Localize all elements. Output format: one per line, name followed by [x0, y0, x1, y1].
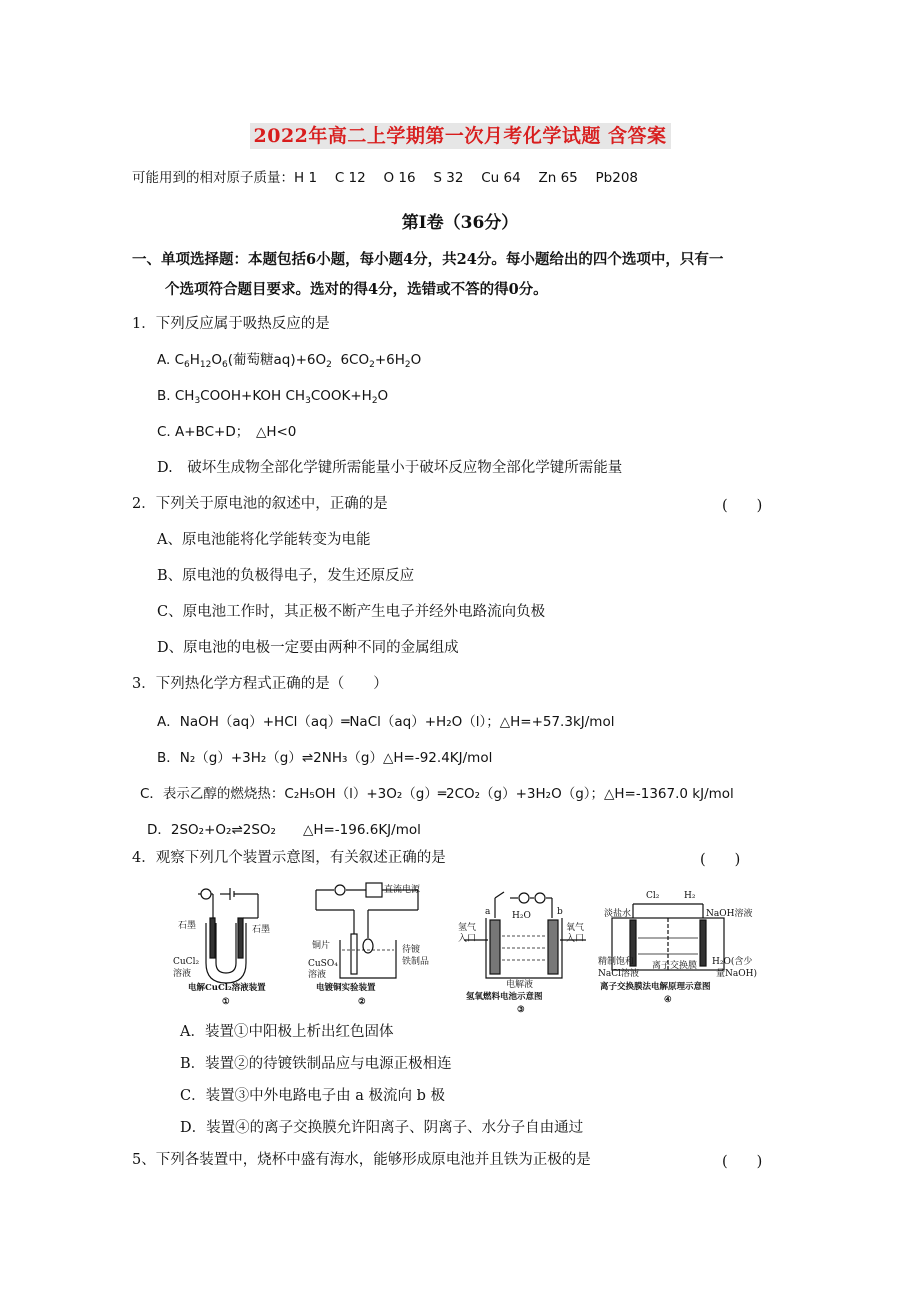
ammeter-icon-3: [519, 893, 529, 903]
q4-option-d: D．装置④的离子交换膜允许阳离子、阴离子、水分子自由通过: [180, 1120, 584, 1136]
q1-a-glucose: (葡萄糖aq)+6O: [227, 352, 327, 368]
q4-answer-paren: ( ): [700, 852, 741, 868]
q2-option-d: D、原电池的电极一定要由两种不同的金属组成: [157, 640, 459, 656]
exam-title: [0, 121, 920, 148]
ammeter-icon-2: [335, 885, 345, 895]
d3-o2-in1: 氧气: [566, 923, 585, 933]
d1-solution: 溶液: [173, 969, 192, 979]
d3-o2-in2: 入口: [566, 934, 585, 944]
device-1: [198, 888, 258, 983]
d4-water-a: H₂O(含少: [712, 957, 753, 967]
lamp-icon: [535, 893, 545, 903]
q1-a-products: 6CO: [340, 352, 370, 368]
d3-b: b: [557, 907, 563, 917]
q1-a-o: O: [410, 352, 422, 368]
d4-sat2: NaCl溶液: [598, 969, 640, 979]
q3-option-a: A．NaOH（aq）+HCl（aq）═NaCl（aq）+H₂O（l）；△H=+57.3kJ/mol: [157, 714, 615, 730]
d4-number: ④: [664, 995, 672, 1005]
q2-option-a: A、原电池能将化学能转变为电能: [157, 532, 371, 548]
d1-graphite-right: 石墨: [252, 925, 271, 935]
d2-copper: 铜片: [312, 941, 331, 951]
d2-to-plate2: 铁制品: [402, 957, 430, 967]
d3-caption: 氢氧燃料电池示意图: [466, 992, 543, 1002]
q1-b-text3: COOK+H: [310, 388, 372, 404]
q1-a-label: A.: [157, 352, 171, 368]
q1-option-d: D. 破坏生成物全部化学键所需能量小于破坏反应物全部化学键所需能量: [157, 460, 623, 476]
d2-dc-power: 直流电源: [384, 885, 421, 895]
d2-number: ②: [358, 997, 366, 1007]
d4-sat1: 精制饱和: [598, 957, 635, 967]
q3-option-b: B．N₂（g）+3H₂（g）⇌2NH₃（g）△H=-92.4KJ/mol: [157, 750, 493, 766]
d2-solution: 溶液: [308, 970, 327, 980]
d2-caption: 电镀铜实验装置: [316, 983, 376, 993]
q1-option-c: C. A+BC+D； △H<0: [157, 424, 297, 440]
d3-h2-in1: 氢气: [458, 923, 477, 933]
q1-b-text4: O: [377, 388, 389, 404]
d4-cl2: Cl₂: [646, 891, 660, 901]
q3-option-c: C．表示乙醇的燃烧热：C₂H₅OH（l）+3O₂（g）═2CO₂（g）+3H₂O（g）；△H=-1367.0 kJ/mol: [140, 786, 734, 802]
d3-h2-in2: 入口: [458, 934, 477, 944]
q3-stem: 3．下列热化学方程式正确的是（ ）: [132, 676, 388, 692]
q5-stem: 5、下列各装置中，烧杯中盛有海水，能够形成原电池并且铁为正极的是: [132, 1152, 591, 1168]
q5-answer-paren: ( ): [722, 1154, 763, 1170]
q4-apparatus-figure: [168, 878, 768, 1020]
d1-number: ①: [222, 997, 230, 1007]
d4-water-b: 量NaOH): [716, 969, 757, 979]
d4-naoh: NaOH溶液: [706, 909, 753, 919]
d3-electrolyte: 电解液: [506, 980, 534, 990]
ammeter-icon: [201, 889, 211, 899]
q1-b-text1: CH: [174, 388, 195, 404]
d1-cucl2: CuCl₂: [173, 957, 200, 967]
section-title: 第Ⅰ卷（36分）: [401, 213, 519, 233]
q2-option-c: C、原电池工作时，其正极不断产生电子并经外电路流向负极: [157, 604, 546, 620]
d4-h2: H₂: [684, 891, 696, 901]
d1-graphite-left: 石墨: [178, 921, 197, 931]
d2-to-plate1: 待镀: [402, 945, 421, 955]
q2-option-b: B、原电池的负极得电子，发生还原反应: [157, 568, 415, 584]
q1-b-text2: COOH+KOH CH: [200, 388, 306, 404]
q1-a-water: +6H: [374, 352, 405, 368]
d4-caption: 离子交换膜法电解原理示意图: [600, 982, 711, 992]
q3-option-d: D．2SO₂+O₂⇌2SO₂ △H=-196.6KJ/mol: [147, 822, 421, 838]
q1-option-a: A. $C_6H_{12}O_6$(葡萄糖$aq)+6O_2$ $6CO_2+6H_2O$: [157, 352, 422, 370]
instructions-line1: 一、单项选择题：本题包括6小题，每小题4分，共24分。每小题给出的四个选项中，只有一: [132, 251, 724, 268]
d3-water: H₂O: [512, 911, 531, 921]
q4-option-b: B．装置②的待镀铁制品应与电源正极相连: [180, 1056, 452, 1072]
q4-option-a: A．装置①中阳极上析出红色固体: [180, 1024, 394, 1040]
q4-stem: 4．观察下列几个装置示意图，有关叙述正确的是: [132, 850, 446, 866]
d2-cuso4: CuSO₄: [308, 959, 338, 969]
title-text: 2022年高二上学期第一次月考化学试题 含答案: [250, 123, 671, 149]
d1-caption: 电解CuCl₂溶液装置: [188, 983, 266, 993]
d3-number: ③: [517, 1005, 525, 1015]
q2-answer-paren: ( ): [722, 498, 763, 514]
instructions-line2: 个选项符合题目要求。选对的得4分，选错或不答的得0分。: [165, 281, 548, 298]
d4-dilute-brine: 淡盐水: [604, 909, 632, 919]
q2-stem: 2．下列关于原电池的叙述中，正确的是: [132, 496, 388, 512]
q4-option-c: C．装置③中外电路电子由 a 极流向 b 极: [180, 1088, 445, 1104]
atomic-masses: 可能用到的相对原子质量：H 1 C 12 O 16 S 32 Cu 64 Zn 65 Pb208: [132, 170, 639, 186]
q1-stem: 1．下列反应属于吸热反应的是: [132, 316, 330, 332]
q1-option-b: B. $CH_3COOH+KOH$ $CH_3COOK+H_2O$: [157, 388, 389, 406]
q1-b-label: B.: [157, 388, 171, 404]
d4-membrane: 离子交换膜: [652, 961, 698, 971]
d3-a: a: [485, 907, 491, 917]
